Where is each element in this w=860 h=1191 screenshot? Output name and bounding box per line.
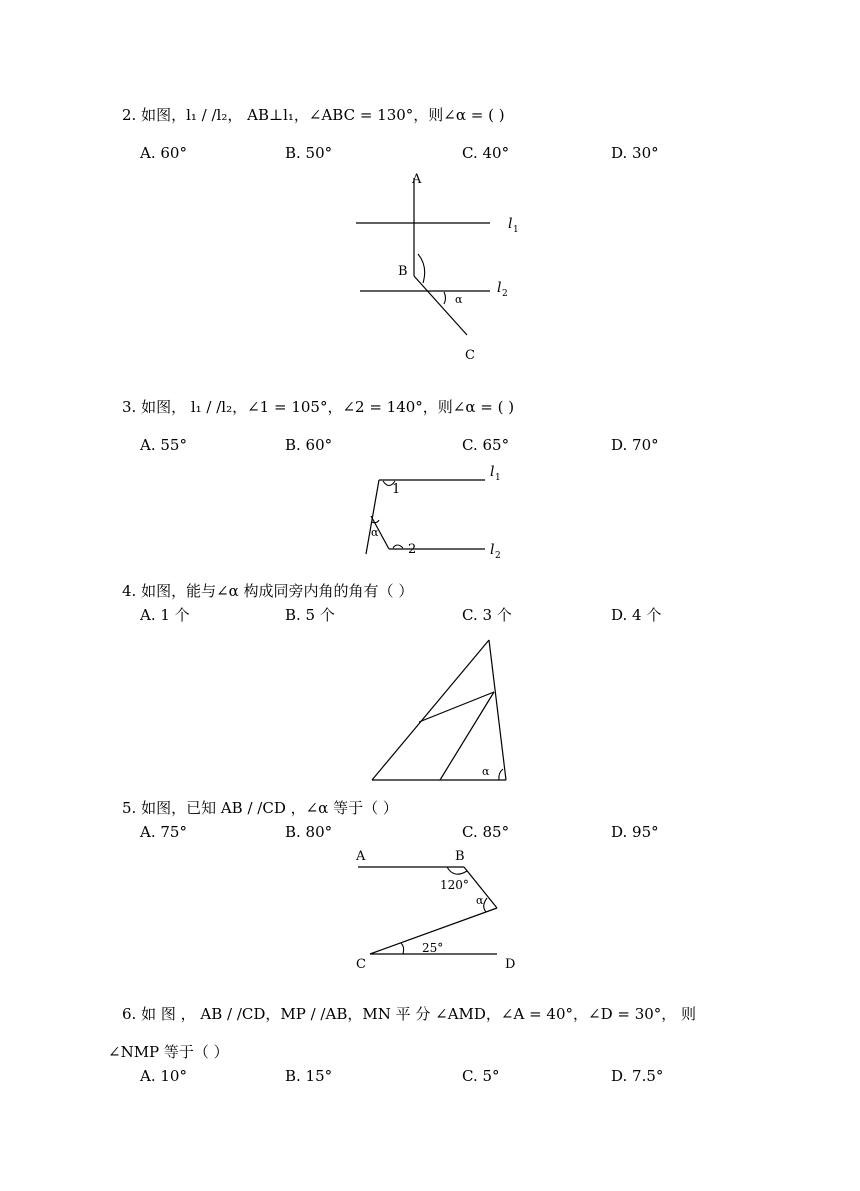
question-5-stem: 5. 如图，已知 AB / /CD ，∠α 等于（ ） [122,799,398,817]
label-c: C [465,348,475,363]
angle-alpha-arc [444,292,446,304]
label-l1: l [508,216,513,232]
label-alpha: α [371,526,379,539]
question-2-option-b: B. 50° [285,144,333,162]
label-120: 120° [440,878,469,892]
label-l2-sub: 2 [502,289,508,299]
label-2: 2 [408,542,417,557]
label-a: A [412,172,422,187]
question-6-stem-line-2: ∠NMP 等于（ ） [108,1043,229,1061]
question-3-option-b: B. 60° [285,436,333,454]
question-3-option-c: C. 65° [462,436,510,454]
angle-alpha-arc [499,769,503,780]
label-alpha: α [476,894,484,907]
question-6-option-d: D. 7.5° [611,1067,664,1085]
question-5-option-a: A. 75° [140,823,187,841]
label-25: 25° [422,941,444,955]
label-l2: l [490,542,495,558]
question-3-option-d: D. 70° [611,436,659,454]
question-2-figure [340,168,540,368]
label-l1-sub: 1 [513,225,519,235]
question-4-option-c: C. 3 个 [462,606,512,624]
question-4-figure [360,632,520,792]
angle-alpha-arc [484,898,487,912]
label-b: B [398,264,408,279]
label-d: D [505,957,516,972]
question-2-option-d: D. 30° [611,144,659,162]
line-transversal-left [366,480,379,554]
question-4-option-d: D. 4 个 [611,606,662,624]
angle-25-arc [401,943,404,954]
label-alpha: α [455,293,463,306]
angle-120-arc [447,867,467,874]
label-c: C [356,957,366,972]
question-6-stem-line-1: 6. 如 图 ， AB / /CD，MP / /AB，MN 平 分 ∠AMD，∠A = 40°，∠D = 30°， 则 [122,1005,697,1023]
line-left-side [372,640,489,780]
label-l1: l [490,464,495,480]
question-3-stem: 3. 如图， l₁ / /l₂，∠1 = 105°，∠2 = 140°，则∠α = ( ) [122,398,515,416]
question-6-option-a: A. 10° [140,1067,187,1085]
question-4-option-b: B. 5 个 [285,606,335,624]
question-6-option-b: B. 15° [285,1067,333,1085]
question-3-option-a: A. 55° [140,436,187,454]
label-l2: l [497,280,502,296]
line-right-side [489,640,506,780]
angle-2-arc [393,545,403,548]
label-l1-sub: 1 [495,473,501,483]
label-l2-sub: 2 [495,551,501,561]
label-1: 1 [392,482,401,497]
angle-b-arc [418,254,425,283]
question-2-option-a: A. 60° [140,144,187,162]
question-4-stem: 4. 如图，能与∠α 构成同旁内角的角有（ ） [122,582,414,600]
question-6-option-c: C. 5° [462,1067,500,1085]
question-5-option-b: B. 80° [285,823,333,841]
question-4-option-a: A. 1 个 [140,606,190,624]
label-alpha: α [482,765,490,778]
label-b: B [455,849,465,864]
question-5-option-d: D. 95° [611,823,659,841]
line-inner-1 [419,692,494,722]
question-5-figure [350,842,530,974]
label-a: A [356,849,366,864]
question-3-figure [355,458,515,562]
question-2-stem: 2. 如图，l₁ / /l₂， AB⊥l₁，∠ABC = 130°，则∠α = ( ) [122,106,505,124]
question-2-option-c: C. 40° [462,144,510,162]
question-5-option-c: C. 85° [462,823,510,841]
